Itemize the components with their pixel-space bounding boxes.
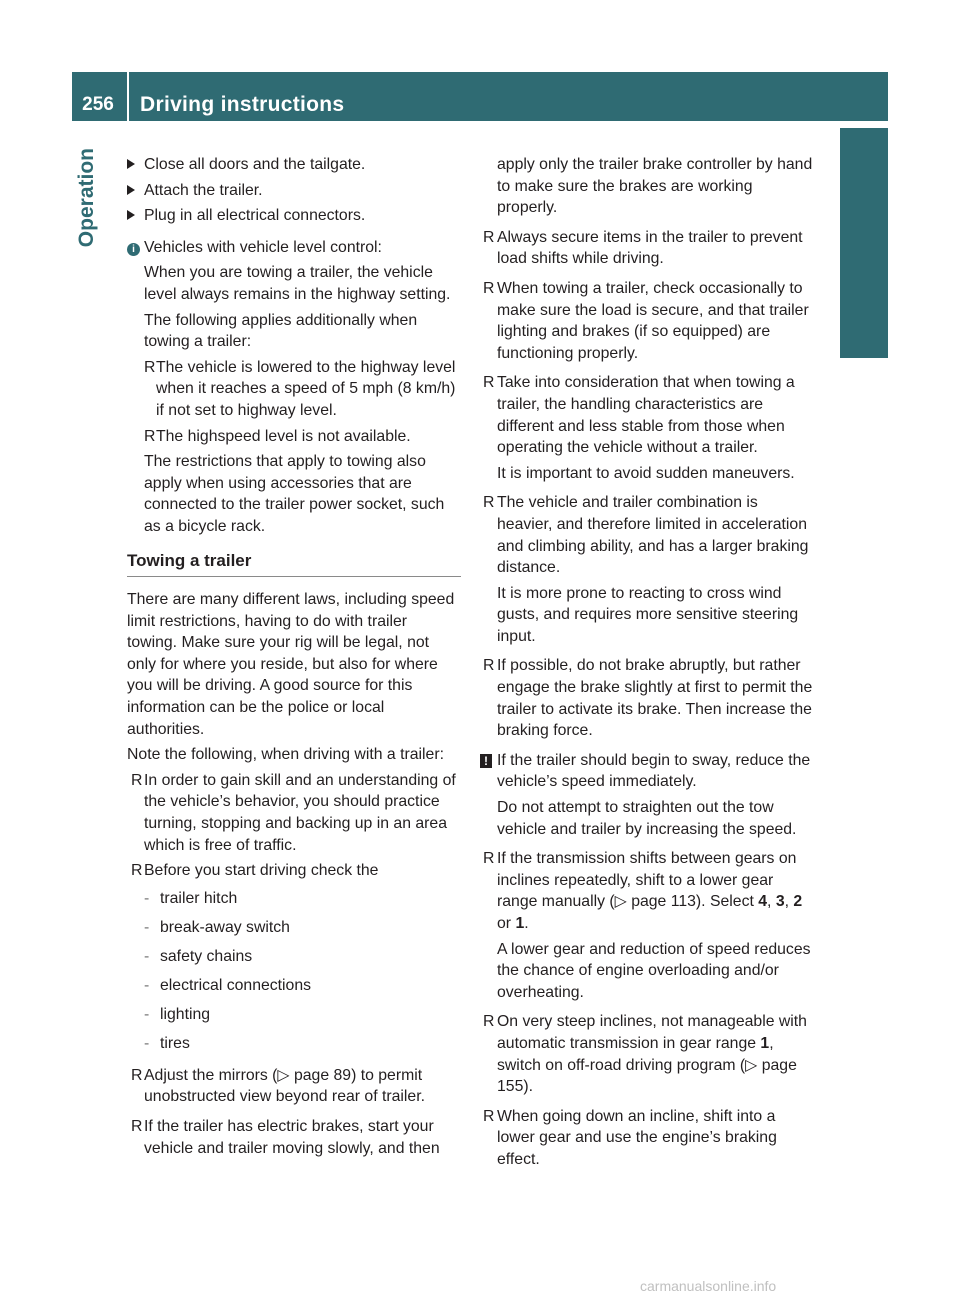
side-tab — [840, 128, 888, 358]
dash-marker: - — [144, 918, 150, 936]
info-text: Vehicles with vehicle level control: — [144, 238, 382, 256]
check-item — [144, 1033, 461, 1055]
bullet-text: The vehicle and trailer combination is heavier, and therefore limited in acceleration and climbing ability, and has a larger braking distance. — [497, 494, 809, 577]
warning-text: If the trailer should begin to sway, reduce the vehicle’s speed immediately. — [497, 751, 811, 791]
bullet-marker: R — [131, 1118, 143, 1136]
step-arrow-icon — [127, 154, 144, 176]
header-divider — [127, 72, 129, 121]
bullet-note: A lower gear and reduction of speed reduces the chance of engine overloading and/or overheating. — [497, 940, 811, 1001]
step-arrow-icon — [127, 205, 144, 227]
check-text: safety chains — [160, 948, 253, 965]
info-icon: i — [127, 243, 140, 256]
bullet-item — [480, 1011, 814, 1097]
step-item — [127, 154, 461, 176]
bullet-item — [480, 1106, 814, 1171]
info-bullet — [144, 357, 461, 422]
bullet-item — [127, 860, 461, 882]
bullet-item — [480, 372, 814, 458]
check-item — [144, 1004, 461, 1026]
dash-marker: - — [144, 889, 150, 907]
dash-marker: - — [144, 977, 150, 995]
bullet-text: On very steep inclines, not manageable with automatic transmission in gear range — [497, 1013, 807, 1052]
step-text: Plug in all electrical connectors. — [144, 207, 366, 225]
warning-icon: ! — [480, 754, 492, 768]
section-title: Driving instructions — [140, 93, 345, 116]
bullet-text: , switch on off-road driving program (▷ page 155). — [497, 1034, 797, 1096]
bullet-text: If possible, do not brake abruptly, but rather engage the brake slightly at first to permit the trailer to activate its brake. Then increase the braking force. — [497, 657, 813, 740]
bullet-text: In order to gain skill and an understanding of the vehicle’s behavior, you should practice turning, stopping and backing up in an area which is free of traffic. — [144, 771, 456, 854]
check-text: break-away switch — [160, 918, 290, 936]
separator: , — [784, 893, 794, 911]
bullet-text: If the trailer has electric brakes, start your vehicle and trailer moving slowly, and then — [144, 1118, 440, 1157]
bullet-item — [480, 227, 814, 270]
bullet-text: The vehicle is lowered to the highway level when it reaches a speed of 5 mph (8 km/h) if not set to highway level. — [156, 358, 456, 419]
check-item — [144, 888, 461, 910]
bullet-marker: R — [483, 850, 495, 868]
bullet-marker: R — [483, 494, 495, 512]
body-paragraph: apply only the trailer brake controller by hand to make sure the brakes are working properly. — [497, 156, 813, 217]
check-text: electrical connections — [160, 977, 312, 995]
step-arrow-icon — [127, 180, 144, 202]
gear-3: 3 — [775, 893, 785, 911]
dash-marker: - — [144, 1006, 150, 1024]
warning-text: Do not attempt to straighten out the tow vehicle and trailer by increasing the speed. — [497, 799, 797, 838]
bullet-item — [127, 770, 461, 856]
bullet-note: It is important to avoid sudden maneuvers. — [497, 464, 795, 482]
bullet-marker: R — [483, 1013, 495, 1031]
body-paragraph: Note the following, when driving with a trailer: — [127, 746, 444, 764]
page-number: 256 — [82, 94, 114, 115]
step-item — [127, 180, 461, 202]
bullet-marker: R — [483, 1107, 495, 1125]
bullet-marker: R — [483, 279, 495, 297]
info-note — [127, 237, 461, 259]
check-text: trailer hitch — [160, 889, 238, 907]
chapter-label: Operation — [75, 148, 98, 248]
bullet-text: If the transmission shifts between gears on inclines repeatedly, shift to a lower gear range manually (▷ page 113). Select — [497, 850, 797, 911]
bullet-marker: R — [483, 374, 495, 392]
check-list — [127, 888, 461, 1055]
bullet-text: Adjust the mirrors (▷ page 89) to permit unobstructed view beyond rear of trailer. — [144, 1066, 425, 1106]
bullet-item — [127, 1065, 461, 1108]
gear-1: 1 — [760, 1034, 770, 1052]
body-paragraph: There are many different laws, including speed limit restrictions, having to do with trailer towing. Make sure your rig will be legal, not only for where you reside, but also for where you will be driving. A good source for this information can be the police or local authorities. — [127, 591, 455, 738]
check-item — [144, 917, 461, 939]
check-item — [144, 946, 461, 968]
right-column — [480, 154, 814, 1171]
bullet-item — [480, 655, 814, 741]
step-text: Close all doors and the tailgate. — [144, 156, 366, 173]
gear-1: 1 — [515, 915, 525, 932]
section-heading: Towing a trailer — [127, 550, 461, 578]
bullet-note: It is more prone to reacting to cross wind gusts, and requires more sensitive steering input. — [497, 584, 799, 645]
bullet-text: Before you start driving check the — [144, 862, 379, 880]
info-text: The restrictions that apply to towing also apply when using accessories that are connected to the trailer power socket, such as a bicycle rack. — [144, 453, 445, 535]
info-text: The following applies additionally when towing a trailer: — [144, 311, 418, 351]
bullet-item — [127, 1116, 461, 1159]
watermark: carmanualsonline.info — [640, 1278, 777, 1294]
check-item — [144, 975, 461, 997]
bullet-text: Always secure items in the trailer to prevent load shifts while driving. — [497, 228, 803, 268]
gear-2: 2 — [793, 893, 803, 911]
bullet-item — [480, 848, 814, 934]
bullet-marker: R — [483, 228, 495, 246]
bullet-marker: R — [144, 358, 156, 376]
bullet-text: When going down an incline, shift into a lower gear and use the engine’s braking effect. — [497, 1107, 777, 1168]
separator: or — [497, 915, 516, 932]
check-text: lighting — [160, 1006, 211, 1024]
dash-marker: - — [144, 948, 150, 965]
bullet-marker: R — [131, 862, 143, 880]
step-item — [127, 205, 461, 227]
left-column — [127, 154, 461, 1159]
bullet-marker: R — [131, 771, 143, 789]
gear-4: 4 — [758, 893, 768, 911]
bullet-item — [480, 278, 814, 364]
dash-marker: - — [144, 1035, 150, 1053]
info-bullet — [144, 426, 461, 448]
bullet-marker: R — [131, 1066, 143, 1084]
separator: . — [524, 915, 529, 932]
bullet-text: The highspeed level is not available. — [156, 427, 411, 445]
info-text: When you are towing a trailer, the vehicle level always remains in the highway setting. — [144, 264, 451, 303]
bullet-marker: R — [483, 657, 495, 675]
bullet-marker: R — [144, 427, 156, 445]
bullet-text: Take into consideration that when towing a trailer, the handling characteristics are different and less stable from those when operating the vehicle without a trailer. — [497, 374, 795, 457]
check-text: tires — [160, 1035, 190, 1053]
separator: , — [767, 893, 776, 911]
bullet-text: When towing a trailer, check occasionally to make sure the load is secure, and that trailer lighting and brakes (if so equipped) are functioning properly. — [497, 279, 809, 362]
warning-note — [480, 750, 814, 793]
step-text: Attach the trailer. — [144, 181, 263, 199]
bullet-item — [480, 492, 814, 578]
